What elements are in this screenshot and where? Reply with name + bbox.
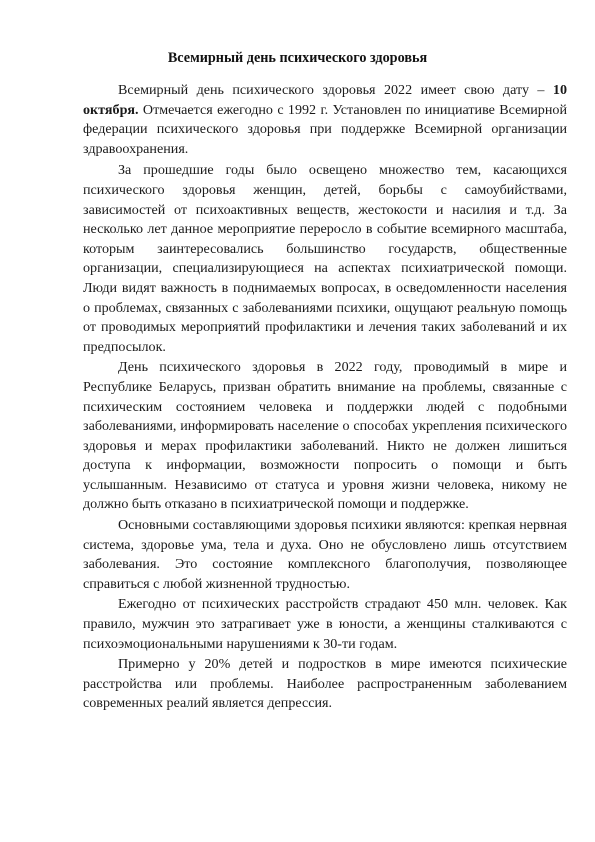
paragraph-intro — [83, 81, 567, 159]
date-highlight: 10 октября. — [83, 82, 567, 118]
paragraph-components: Основными составляющими здоровья психики являются: крепкая нервная система, здоровье ума, тела и духа. Оно не обусловлено лишь отсутствием заболевания. Это состояние комплексного благополучия, позволяющее справиться с любой жизненной трудностью. — [83, 517, 567, 592]
document-body — [83, 81, 567, 714]
paragraph-statistics: Ежегодно от психических расстройств страдают 450 млн. человек. Как правило, мужчин это затрагивает уже в юности, а женщины сталкиваются с психоэмоциональными нарушениями к 30-ти годам. — [83, 596, 567, 652]
paragraph-intro-rest: Отмечается ежегодно с 1992 г. Установлен по инициативе Всемирной федерации психического здоровья при поддержке Всемирной организации здравоохранения. — [83, 101, 567, 157]
paragraph-intro-lead: Всемирный день психического здоровья 2022 имеет свою дату – — [118, 82, 553, 98]
paragraph-history: За прошедшие годы было освещено множество тем, касающихся психического здоровья женщин, детей, борьбы с самоубийствами, зависимостей от психоактивных веществ, жестокости и насилия и т.д. За несколько лет данное мероприятие переросло в событие всемирного масштаба, которым заинтересовались большинство государств, общественные организации, специализирующиеся на аспектах психиатрической помощи. Люди видят важность в поднимаемых вопросах, в осведомленности населения о проблемах, связанных с заболеваниями психики, ощущают реальную помощь от проводимых мероприятий профилактики и лечения таких заболеваний и их предпосылок. — [83, 162, 567, 355]
paragraph-youth: Примерно у 20% детей и подростков в мире имеются психические расстройства или проблемы. Наиболее распространенным заболеванием современных реалий является депрессия. — [83, 656, 567, 712]
paragraph-purpose: День психического здоровья в 2022 году, проводимый в мире и Республике Беларусь, призван обратить внимание на проблемы, связанные с психическим состоянием человека и поддержки людей с подобными заболеваниями, информировать население о способах укрепления психического здоровья и мерах профилактики заболеваний. Никто не должен лишиться доступа к информации, возможности попросить о помощи и быть услышанным. Независимо от статуса и уровня жизни человека, никому не должно быть отказано в психиатрической помощи и поддержке. — [83, 359, 567, 513]
document-title: Всемирный день психического здоровья — [167, 50, 428, 66]
